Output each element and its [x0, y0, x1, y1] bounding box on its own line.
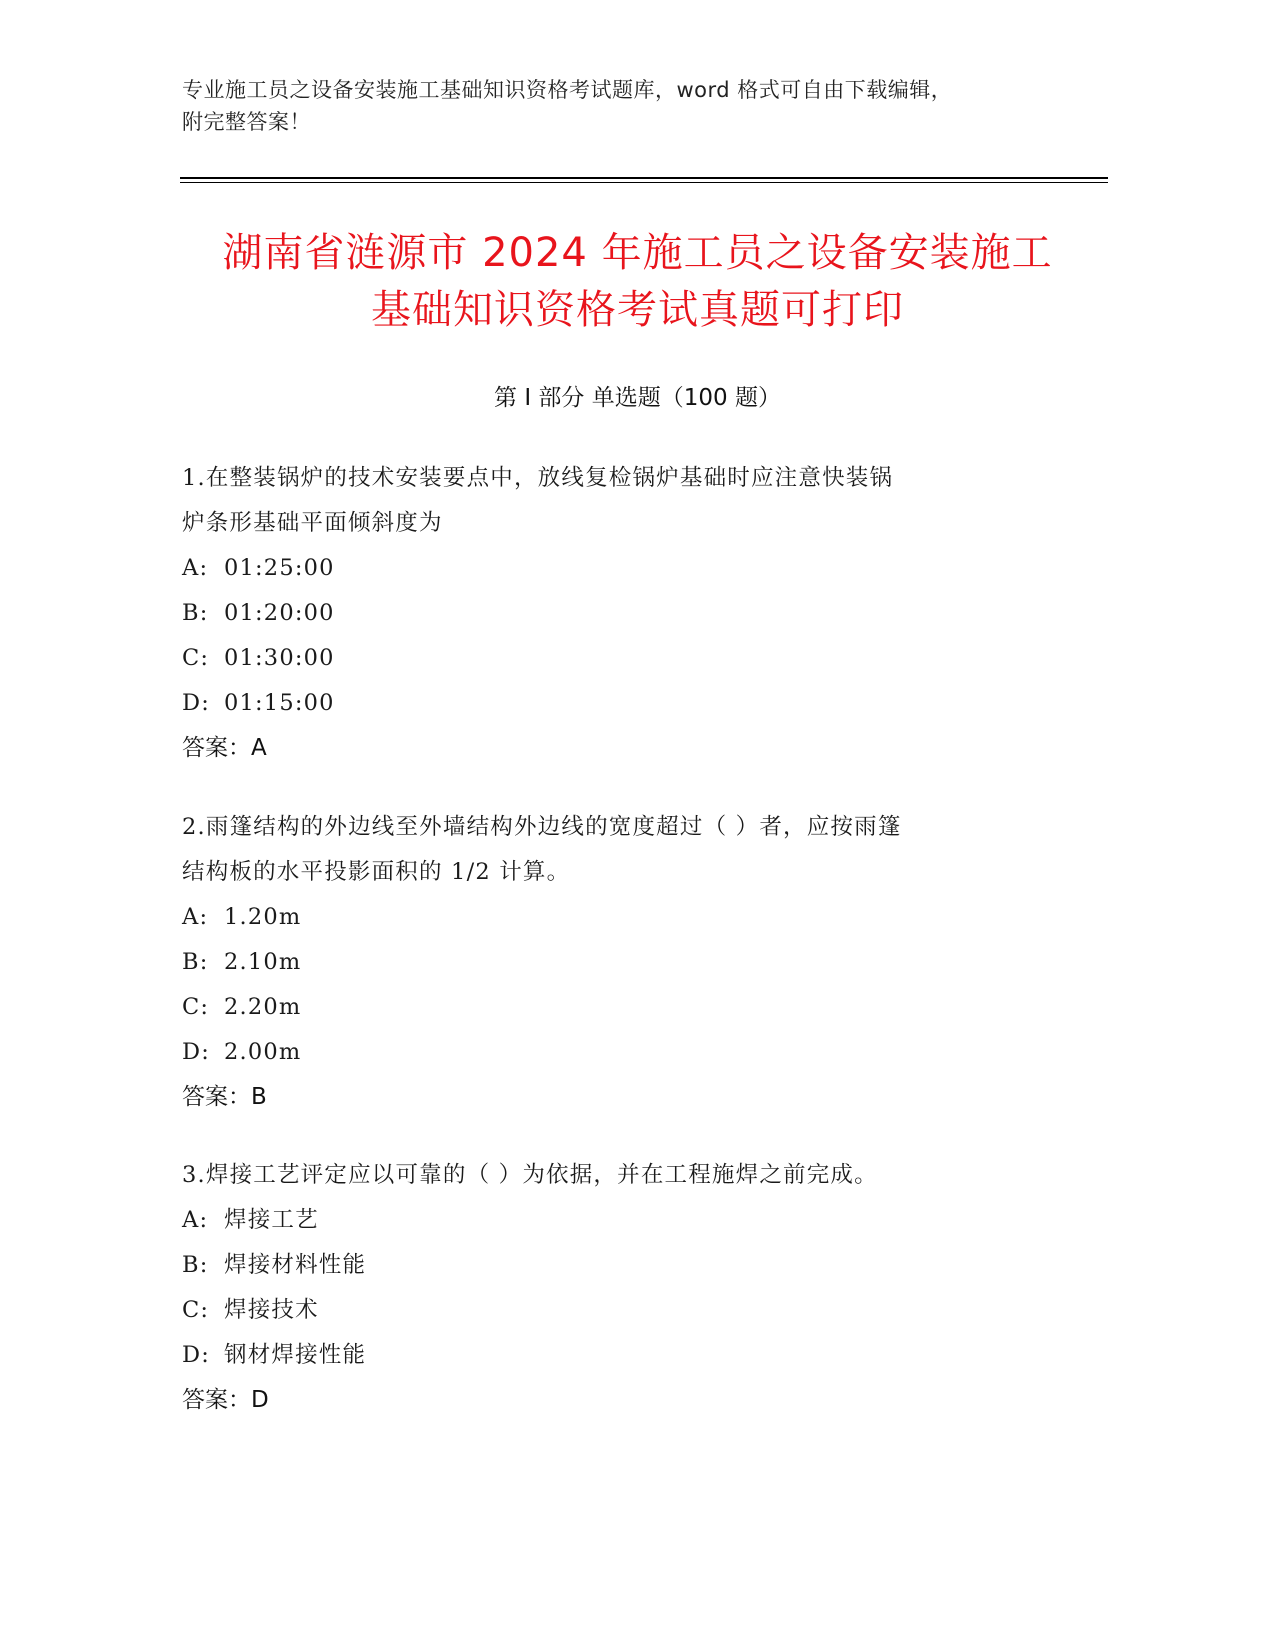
option-text: 2.00m [224, 1039, 302, 1065]
option-a [182, 1198, 1052, 1243]
answer: 答案：B [182, 1084, 267, 1110]
question-1 [182, 456, 1052, 771]
option-a [182, 895, 1052, 940]
option-letter: B: [182, 949, 209, 975]
option-text: 焊接材料性能 [224, 1252, 367, 1278]
option-d [182, 1030, 1052, 1075]
option-letter: D: [182, 690, 211, 716]
question-stem-line: 炉条形基础平面倾斜度为 [182, 510, 443, 536]
option-text: 01:20:00 [224, 600, 335, 626]
section-title: 第 I 部分 单选题（100 题） [494, 385, 781, 411]
option-b [182, 1243, 1052, 1288]
question-stem-line: 结构板的水平投影面积的 1/2 计算。 [182, 859, 571, 885]
option-letter: A: [182, 904, 209, 930]
option-c [182, 985, 1052, 1030]
question-stem [182, 805, 1052, 895]
option-b [182, 940, 1052, 985]
option-letter: D: [182, 1342, 211, 1368]
answer: 答案：A [182, 735, 267, 761]
answer: 答案：D [182, 1387, 269, 1413]
option-c [182, 1288, 1052, 1333]
question-stem-line: 2.雨篷结构的外边线至外墙结构外边线的宽度超过（ ）者，应按雨篷 [182, 814, 902, 840]
option-letter: C: [182, 994, 210, 1020]
option-letter: A: [182, 1207, 209, 1233]
option-c [182, 636, 1052, 681]
question-2 [182, 805, 1052, 1120]
option-text: 钢材焊接性能 [224, 1342, 367, 1368]
header-note-line-1: 专业施工员之设备安装施工基础知识资格考试题库，word 格式可自由下载编辑， [182, 78, 953, 102]
option-text: 01:25:00 [224, 555, 335, 581]
option-d [182, 1333, 1052, 1378]
option-text: 焊接工艺 [224, 1207, 319, 1233]
document-title [140, 225, 1135, 339]
option-letter: D: [182, 1039, 211, 1065]
header-note-line-2: 附完整答案！ [182, 110, 311, 134]
option-letter: C: [182, 645, 210, 671]
option-text: 01:30:00 [224, 645, 335, 671]
option-letter: C: [182, 1297, 210, 1323]
question-stem [182, 1153, 1052, 1198]
option-text: 2.10m [224, 949, 302, 975]
option-a [182, 546, 1052, 591]
question-3 [182, 1153, 1052, 1423]
question-stem [182, 456, 1052, 546]
option-letter: A: [182, 555, 209, 581]
document-title-line-1: 湖南省涟源市 2024 年施工员之设备安装施工 [222, 230, 1053, 276]
option-text: 1.20m [224, 904, 302, 930]
header-note [182, 74, 1062, 138]
question-stem-line: 3.焊接工艺评定应以可靠的（ ）为依据，并在工程施焊之前完成。 [182, 1162, 878, 1188]
option-text: 焊接技术 [224, 1297, 319, 1323]
question-stem-line: 1.在整装锅炉的技术安装要点中，放线复检锅炉基础时应注意快装锅 [182, 465, 894, 491]
option-letter: B: [182, 1252, 209, 1278]
document-title-line-2: 基础知识资格考试真题可打印 [371, 287, 904, 333]
header-rule-thick [180, 177, 1108, 179]
option-d [182, 681, 1052, 726]
header-rule-thin [180, 182, 1108, 183]
option-text: 2.20m [224, 994, 302, 1020]
option-b [182, 591, 1052, 636]
option-letter: B: [182, 600, 209, 626]
option-text: 01:15:00 [224, 690, 335, 716]
